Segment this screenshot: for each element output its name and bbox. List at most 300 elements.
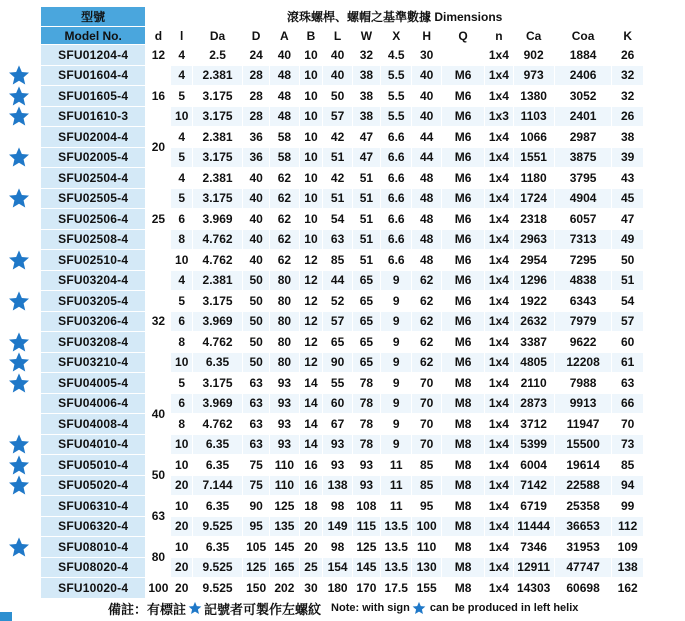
star-icon (8, 85, 30, 107)
cell-q: M6 (441, 209, 484, 230)
cell-h: 62 (412, 270, 441, 291)
cell-w: 65 (352, 311, 380, 332)
cell-ca: 12911 (513, 557, 554, 578)
table-row (41, 311, 644, 332)
cell-n: 1x4 (485, 311, 513, 332)
model-number: SFU02510-4 (41, 250, 146, 271)
model-number: SFU03204-4 (41, 270, 146, 291)
cell-ca: 1380 (513, 86, 554, 107)
cell-k: 39 (612, 147, 644, 168)
cell-n: 1x4 (485, 496, 513, 517)
cell-w: 170 (352, 578, 380, 599)
table-row (41, 537, 644, 558)
cell-d: 63 (243, 373, 270, 394)
cell-q: M6 (441, 291, 484, 312)
cell-l: 138 (323, 475, 352, 496)
cell-l: 5 (171, 373, 193, 394)
cell-d: 25 (146, 168, 171, 271)
cell-w: 115 (352, 516, 380, 537)
cell-coa: 60698 (554, 578, 612, 599)
cell-a: 48 (270, 106, 299, 127)
table-row (41, 209, 644, 230)
cell-d: 28 (243, 106, 270, 127)
cell-q: M6 (441, 332, 484, 353)
cell-coa: 3795 (554, 168, 612, 189)
cell-n: 1x4 (485, 537, 513, 558)
cell-da: 6.35 (193, 455, 243, 476)
cell-d: 32 (146, 270, 171, 373)
cell-ca: 11444 (513, 516, 554, 537)
cell-l: 149 (323, 516, 352, 537)
cell-q: M8 (441, 393, 484, 414)
cell-b: 10 (299, 65, 323, 86)
cell-l: 42 (323, 168, 352, 189)
cell-w: 47 (352, 147, 380, 168)
cell-k: 94 (612, 475, 644, 496)
model-number: SFU04008-4 (41, 414, 146, 435)
model-header-en: Model No. (41, 27, 146, 45)
cell-coa: 36653 (554, 516, 612, 537)
table-row (41, 414, 644, 435)
model-number: SFU02005-4 (41, 147, 146, 168)
cell-w: 145 (352, 557, 380, 578)
cell-n: 1x4 (485, 291, 513, 312)
table-row (41, 578, 644, 599)
cell-d: 40 (243, 209, 270, 230)
cell-x: 5.5 (380, 86, 412, 107)
cell-ca: 4805 (513, 352, 554, 373)
cell-coa: 22588 (554, 475, 612, 496)
cell-ca: 2954 (513, 250, 554, 271)
cell-da: 3.969 (193, 311, 243, 332)
cell-da: 2.381 (193, 65, 243, 86)
cell-l: 5 (171, 188, 193, 209)
cell-d: 125 (243, 557, 270, 578)
cell-x: 5.5 (380, 106, 412, 127)
model-number: SFU02504-4 (41, 168, 146, 189)
star-icon (188, 601, 202, 615)
cell-a: 145 (270, 537, 299, 558)
cell-a: 62 (270, 168, 299, 189)
cell-k: 50 (612, 250, 644, 271)
cell-x: 17.5 (380, 578, 412, 599)
cell-x: 11 (380, 496, 412, 517)
model-number: SFU03205-4 (41, 291, 146, 312)
cell-l: 4 (171, 127, 193, 148)
cell-h: 70 (412, 434, 441, 455)
cell-d: 63 (243, 434, 270, 455)
cell-da: 3.969 (193, 393, 243, 414)
cell-coa: 3875 (554, 147, 612, 168)
table-row (41, 557, 644, 578)
cell-n: 1x4 (485, 393, 513, 414)
cell-da: 3.175 (193, 86, 243, 107)
cell-x: 6.6 (380, 188, 412, 209)
table-row (41, 352, 644, 373)
cell-ca: 7142 (513, 475, 554, 496)
star-icon (412, 601, 426, 615)
cell-coa: 7295 (554, 250, 612, 271)
cell-h: 48 (412, 209, 441, 230)
cell-ca: 1066 (513, 127, 554, 148)
cell-b: 10 (299, 209, 323, 230)
cell-k: 112 (612, 516, 644, 537)
cell-d: 50 (243, 352, 270, 373)
cell-x: 5.5 (380, 65, 412, 86)
cell-d: 36 (243, 127, 270, 148)
page-edge-tab (0, 612, 12, 621)
cell-k: 162 (612, 578, 644, 599)
column-header-a: A (270, 27, 299, 45)
cell-l: 93 (323, 434, 352, 455)
cell-da: 9.525 (193, 578, 243, 599)
cell-a: 110 (270, 475, 299, 496)
cell-d: 40 (243, 229, 270, 250)
cell-h: 44 (412, 147, 441, 168)
table-row (41, 127, 644, 148)
cell-q: M6 (441, 270, 484, 291)
cell-k: 85 (612, 455, 644, 476)
cell-w: 51 (352, 209, 380, 230)
table-row (41, 496, 644, 517)
cell-d: 40 (146, 373, 171, 455)
cell-k: 26 (612, 106, 644, 127)
cell-q: M8 (441, 578, 484, 599)
cell-n: 1x4 (485, 516, 513, 537)
cell-x: 6.6 (380, 229, 412, 250)
cell-k: 38 (612, 127, 644, 148)
footnote (108, 599, 668, 617)
cell-l: 5 (171, 86, 193, 107)
star-icon (8, 433, 30, 455)
cell-w: 108 (352, 496, 380, 517)
cell-b: 10 (299, 106, 323, 127)
column-header-d: D (243, 27, 270, 45)
cell-w: 51 (352, 229, 380, 250)
cell-a: 93 (270, 434, 299, 455)
model-number: SFU02505-4 (41, 188, 146, 209)
cell-l: 20 (171, 516, 193, 537)
note-en-suffix: can be produced in left helix (429, 602, 579, 614)
cell-l: 10 (171, 537, 193, 558)
table-body (41, 45, 644, 599)
cell-l: 42 (323, 127, 352, 148)
cell-coa: 11947 (554, 414, 612, 435)
cell-l: 55 (323, 373, 352, 394)
cell-d: 63 (243, 414, 270, 435)
cell-x: 9 (380, 270, 412, 291)
cell-x: 6.6 (380, 168, 412, 189)
cell-k: 63 (612, 373, 644, 394)
cell-a: 62 (270, 209, 299, 230)
cell-coa: 15500 (554, 434, 612, 455)
cell-l: 10 (171, 352, 193, 373)
cell-q: M8 (441, 455, 484, 476)
cell-h: 62 (412, 332, 441, 353)
cell-n: 1x4 (485, 373, 513, 394)
cell-a: 62 (270, 250, 299, 271)
cell-l: 67 (323, 414, 352, 435)
model-number: SFU01610-3 (41, 106, 146, 127)
cell-w: 78 (352, 414, 380, 435)
cell-h: 95 (412, 496, 441, 517)
cell-b: 16 (299, 455, 323, 476)
model-number: SFU06320-4 (41, 516, 146, 537)
star-icon (8, 105, 30, 127)
cell-n: 1x4 (485, 250, 513, 271)
cell-x: 9 (380, 311, 412, 332)
cell-d: 24 (243, 45, 270, 66)
cell-l: 6 (171, 393, 193, 414)
cell-coa: 7979 (554, 311, 612, 332)
model-number: SFU02506-4 (41, 209, 146, 230)
cell-h: 40 (412, 65, 441, 86)
cell-ca: 2873 (513, 393, 554, 414)
star-icon (8, 290, 30, 312)
cell-l: 40 (323, 65, 352, 86)
cell-h: 48 (412, 168, 441, 189)
cell-q: M6 (441, 250, 484, 271)
star-icon (8, 372, 30, 394)
cell-d: 63 (243, 393, 270, 414)
table-row (41, 270, 644, 291)
cell-da: 4.762 (193, 229, 243, 250)
model-number: SFU03208-4 (41, 332, 146, 353)
cell-a: 110 (270, 455, 299, 476)
cell-w: 78 (352, 434, 380, 455)
cell-n: 1x4 (485, 188, 513, 209)
ball-screw-dimensions-table (40, 6, 644, 599)
cell-l: 90 (323, 352, 352, 373)
cell-h: 155 (412, 578, 441, 599)
cell-a: 165 (270, 557, 299, 578)
cell-b: 12 (299, 291, 323, 312)
cell-n: 1x4 (485, 455, 513, 476)
cell-coa: 2401 (554, 106, 612, 127)
cell-da: 2.5 (193, 45, 243, 66)
table-row (41, 45, 644, 66)
cell-q: M6 (441, 229, 484, 250)
cell-w: 47 (352, 127, 380, 148)
cell-coa: 47747 (554, 557, 612, 578)
cell-coa: 2987 (554, 127, 612, 148)
cell-n: 1x4 (485, 352, 513, 373)
table-row (41, 250, 644, 271)
model-number: SFU04005-4 (41, 373, 146, 394)
cell-da: 6.35 (193, 352, 243, 373)
cell-b: 12 (299, 352, 323, 373)
cell-h: 40 (412, 106, 441, 127)
cell-ca: 2110 (513, 373, 554, 394)
cell-w: 125 (352, 537, 380, 558)
cell-ca: 973 (513, 65, 554, 86)
cell-w: 51 (352, 250, 380, 271)
cell-b: 14 (299, 393, 323, 414)
cell-ca: 7346 (513, 537, 554, 558)
model-number: SFU03210-4 (41, 352, 146, 373)
cell-coa: 12208 (554, 352, 612, 373)
cell-a: 80 (270, 291, 299, 312)
cell-x: 9 (380, 414, 412, 435)
cell-k: 43 (612, 168, 644, 189)
cell-b: 12 (299, 332, 323, 353)
cell-h: 48 (412, 229, 441, 250)
cell-d: 28 (243, 86, 270, 107)
cell-w: 78 (352, 373, 380, 394)
cell-d: 36 (243, 147, 270, 168)
star-icon (8, 536, 30, 558)
cell-d: 50 (243, 311, 270, 332)
cell-l: 65 (323, 332, 352, 353)
cell-da: 4.762 (193, 332, 243, 353)
cell-l: 8 (171, 229, 193, 250)
cell-k: 138 (612, 557, 644, 578)
cell-n: 1x4 (485, 86, 513, 107)
cell-b: 10 (299, 229, 323, 250)
left-helix-star-column (0, 0, 36, 600)
cell-n: 1x4 (485, 578, 513, 599)
cell-k: 51 (612, 270, 644, 291)
cell-q: M8 (441, 537, 484, 558)
cell-k: 109 (612, 537, 644, 558)
cell-ca: 6004 (513, 455, 554, 476)
cell-n: 1x4 (485, 127, 513, 148)
star-icon (8, 474, 30, 496)
cell-k: 60 (612, 332, 644, 353)
cell-n: 1x4 (485, 168, 513, 189)
cell-l: 8 (171, 332, 193, 353)
cell-da: 3.175 (193, 291, 243, 312)
cell-a: 40 (270, 45, 299, 66)
star-icon (8, 351, 30, 373)
model-number: SFU05010-4 (41, 455, 146, 476)
model-number: SFU01605-4 (41, 86, 146, 107)
note-cn-suffix: 記號者可製作左螺紋 (204, 602, 322, 618)
cell-k: 32 (612, 86, 644, 107)
cell-n: 1x4 (485, 270, 513, 291)
column-header-d: d (146, 27, 171, 45)
cell-ca: 1103 (513, 106, 554, 127)
cell-q: M6 (441, 311, 484, 332)
cell-q: M6 (441, 188, 484, 209)
cell-b: 25 (299, 557, 323, 578)
column-header-k: K (612, 27, 644, 45)
cell-coa: 4904 (554, 188, 612, 209)
model-number: SFU04010-4 (41, 434, 146, 455)
cell-b: 12 (299, 250, 323, 271)
cell-l: 57 (323, 311, 352, 332)
cell-x: 9 (380, 434, 412, 455)
model-header-cn: 型號 (41, 7, 146, 27)
cell-h: 130 (412, 557, 441, 578)
cell-n: 1x4 (485, 434, 513, 455)
column-header-ca: Ca (513, 27, 554, 45)
cell-d: 50 (243, 332, 270, 353)
cell-d: 16 (146, 65, 171, 127)
cell-da: 3.969 (193, 209, 243, 230)
cell-x: 13.5 (380, 557, 412, 578)
cell-da: 2.381 (193, 270, 243, 291)
cell-b: 10 (299, 127, 323, 148)
cell-coa: 7313 (554, 229, 612, 250)
cell-l: 98 (323, 537, 352, 558)
model-number: SFU08010-4 (41, 537, 146, 558)
cell-n: 1x4 (485, 147, 513, 168)
cell-l: 10 (171, 434, 193, 455)
cell-h: 44 (412, 127, 441, 148)
cell-l: 51 (323, 147, 352, 168)
cell-ca: 5399 (513, 434, 554, 455)
note-en-prefix: Note: with sign (331, 602, 410, 614)
cell-x: 6.6 (380, 250, 412, 271)
cell-n: 1x4 (485, 475, 513, 496)
cell-da: 4.762 (193, 414, 243, 435)
cell-w: 65 (352, 270, 380, 291)
cell-h: 62 (412, 291, 441, 312)
cell-l: 60 (323, 393, 352, 414)
cell-l: 54 (323, 209, 352, 230)
cell-x: 6.6 (380, 209, 412, 230)
column-header-b: B (299, 27, 323, 45)
cell-da: 3.175 (193, 106, 243, 127)
cell-h: 40 (412, 86, 441, 107)
table-row (41, 86, 644, 107)
cell-d: 40 (243, 250, 270, 271)
cell-q: M8 (441, 373, 484, 394)
cell-l: 10 (171, 250, 193, 271)
cell-x: 13.5 (380, 537, 412, 558)
cell-h: 110 (412, 537, 441, 558)
cell-x: 9 (380, 332, 412, 353)
cell-ca: 3387 (513, 332, 554, 353)
cell-x: 9 (380, 393, 412, 414)
cell-q: M6 (441, 106, 484, 127)
table-row (41, 168, 644, 189)
cell-h: 85 (412, 455, 441, 476)
cell-l: 44 (323, 270, 352, 291)
cell-ca: 6719 (513, 496, 554, 517)
cell-da: 3.175 (193, 373, 243, 394)
cell-coa: 19614 (554, 455, 612, 476)
column-header-n: n (485, 27, 513, 45)
cell-b: 20 (299, 516, 323, 537)
cell-x: 6.6 (380, 147, 412, 168)
cell-k: 66 (612, 393, 644, 414)
cell-b: 18 (299, 496, 323, 517)
cell-coa: 25358 (554, 496, 612, 517)
cell-d: 95 (243, 516, 270, 537)
cell-b: 20 (299, 537, 323, 558)
cell-d: 80 (146, 537, 171, 578)
cell-w: 38 (352, 86, 380, 107)
cell-x: 4.5 (380, 45, 412, 66)
cell-l: 63 (323, 229, 352, 250)
cell-n: 1x4 (485, 229, 513, 250)
column-header-h: H (412, 27, 441, 45)
cell-b: 10 (299, 168, 323, 189)
cell-da: 7.144 (193, 475, 243, 496)
cell-x: 9 (380, 352, 412, 373)
cell-a: 48 (270, 65, 299, 86)
cell-coa: 7988 (554, 373, 612, 394)
cell-l: 20 (171, 578, 193, 599)
cell-l: 40 (323, 45, 352, 66)
cell-a: 62 (270, 229, 299, 250)
cell-a: 93 (270, 414, 299, 435)
cell-l: 5 (171, 147, 193, 168)
cell-k: 70 (612, 414, 644, 435)
cell-l: 6 (171, 311, 193, 332)
